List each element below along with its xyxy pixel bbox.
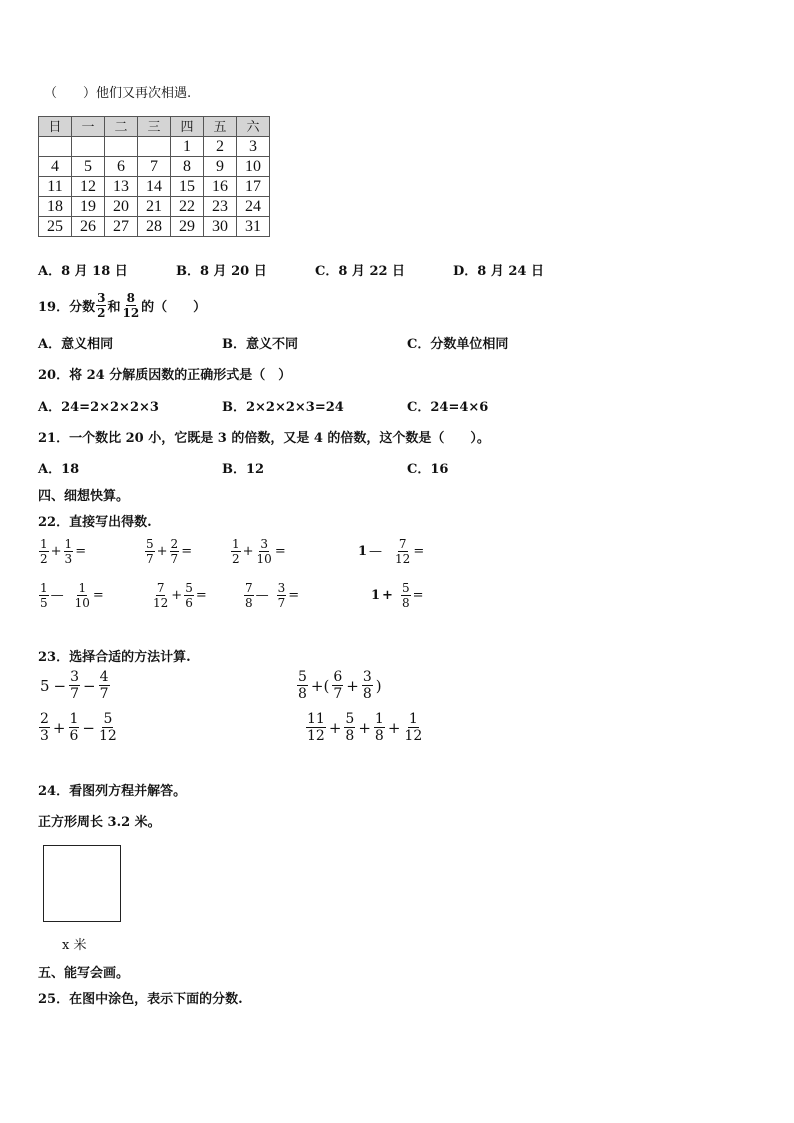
calendar-cell: 7 [138, 157, 171, 177]
denominator: 7 [170, 552, 179, 566]
numerator: 3 [260, 537, 268, 551]
calendar-cell: 15 [171, 177, 204, 197]
q22-item [230, 538, 287, 565]
section-four-heading: 四、细想快算。 [38, 489, 130, 504]
q18-option-c[interactable]: C．8 月 22 日 [315, 264, 406, 279]
calendar-cell: 28 [138, 217, 171, 237]
denominator: 10 [74, 596, 90, 610]
fraction [344, 712, 355, 743]
calendar-cell: 10 [237, 157, 270, 177]
fraction [69, 712, 80, 743]
calendar-row [39, 177, 270, 197]
denominator: 8 [362, 686, 372, 702]
fraction [69, 670, 80, 701]
operator: + [171, 588, 183, 603]
calendar-cell: 13 [105, 177, 138, 197]
equals-sign: = [288, 588, 300, 603]
whole-number: 1 [358, 544, 368, 559]
numerator: 2 [40, 711, 49, 727]
fraction [184, 582, 194, 609]
operator: + [358, 718, 371, 737]
calendar-row [39, 157, 270, 177]
q22-item [144, 538, 193, 565]
calendar-cell: 29 [171, 217, 204, 237]
denominator: 12 [395, 552, 411, 566]
calendar-cell: 22 [171, 197, 204, 217]
fraction [39, 538, 49, 565]
q23-title: 23．选择合适的方法计算. [38, 650, 191, 665]
calendar-header-cell: 四 [171, 117, 204, 137]
fraction [74, 582, 91, 609]
numerator: 8 [126, 290, 135, 305]
fraction [394, 538, 411, 565]
q21-option-b[interactable]: B．12 [222, 462, 265, 477]
calendar-cell: 25 [39, 217, 72, 237]
equals-sign: = [75, 544, 87, 559]
denominator: 3 [64, 552, 73, 566]
q21-question: 21．一个数比 20 小，它既是 3 的倍数，又是 4 的倍数，这个数是（ ）。 [38, 431, 490, 446]
q20-option-a[interactable]: A．24=2×2×2×3 [38, 400, 159, 415]
q23-expression-3 [38, 712, 119, 743]
numerator: 1 [64, 537, 73, 551]
numerator: 7 [245, 581, 253, 595]
section-five-heading: 五、能写会画。 [38, 966, 130, 981]
calendar-cell: 4 [39, 157, 72, 177]
fraction [256, 538, 273, 565]
fraction [64, 538, 74, 565]
denominator: 8 [298, 686, 307, 702]
numerator: 1 [40, 537, 48, 551]
operator: + [328, 718, 342, 737]
calendar-header-cell: 五 [204, 117, 237, 137]
q19-option-c[interactable]: C．分数单位相同 [407, 337, 509, 352]
denominator: 3 [40, 728, 49, 744]
denominator: 7 [70, 686, 80, 702]
numerator: 3 [70, 669, 80, 685]
denominator: 7 [333, 686, 343, 702]
calendar-cell: 6 [105, 157, 138, 177]
q22-item [38, 582, 105, 609]
denominator: 12 [99, 728, 117, 744]
denominator: 2 [40, 552, 48, 566]
calendar-header-cell: 六 [237, 117, 270, 137]
calendar-header-cell: 二 [105, 117, 138, 137]
fraction [277, 582, 287, 609]
q22-item [357, 538, 425, 565]
q20-option-b[interactable]: B．2×2×2×3=24 [222, 400, 344, 415]
q19-question [38, 288, 206, 322]
numerator: 1 [408, 711, 418, 727]
numerator: 5 [401, 581, 410, 595]
calendar-cell: 30 [204, 217, 237, 237]
calendar-cell: 2 [204, 137, 237, 157]
denominator: 8 [401, 596, 410, 610]
numerator: 1 [78, 581, 87, 595]
numerator: 1 [69, 711, 79, 727]
denominator: 2 [97, 305, 106, 320]
numerator: 5 [345, 711, 355, 727]
q19-mid: 和 [107, 299, 121, 315]
fraction [362, 670, 373, 701]
calendar-cell: 23 [204, 197, 237, 217]
q23-expression-4 [305, 712, 424, 743]
numerator: 5 [298, 669, 307, 685]
denominator: 6 [69, 728, 79, 744]
fraction [98, 712, 118, 743]
fraction [374, 712, 385, 743]
q19-option-b[interactable]: B．意义不同 [222, 337, 298, 352]
fraction [332, 670, 343, 701]
calendar-row [39, 217, 270, 237]
q20-question: 20．将 24 分解质因数的正确形式是（ ） [38, 368, 292, 383]
calendar-cell: 11 [39, 177, 72, 197]
fraction [152, 582, 169, 609]
operator: + [346, 676, 359, 695]
calendar-header-cell: 一 [72, 117, 105, 137]
numerator: 3 [277, 581, 286, 595]
numerator: 7 [398, 537, 407, 551]
q19-option-a[interactable]: A．意义相同 [38, 337, 114, 352]
calendar-row [39, 137, 270, 157]
calendar-row [39, 197, 270, 217]
operator: — [255, 588, 269, 603]
q22-item [38, 538, 87, 565]
calendar-cell: 14 [138, 177, 171, 197]
operator: + [156, 544, 168, 559]
q22-title: 22．直接写出得数. [38, 515, 152, 530]
q24-statement: 正方形周长 3.2 米。 [38, 815, 161, 830]
square-side-label: x 米 [62, 938, 87, 953]
equals-sign: = [181, 544, 193, 559]
q23-expression-2 [296, 670, 384, 701]
calendar-cell: 18 [39, 197, 72, 217]
fraction [403, 712, 423, 743]
operator: − [82, 718, 95, 737]
calendar-cell: 12 [72, 177, 105, 197]
q22-item [370, 582, 425, 609]
calendar-cell: 21 [138, 197, 171, 217]
calendar-cell: 5 [72, 157, 105, 177]
denominator: 12 [307, 728, 325, 744]
numerator: 6 [333, 669, 343, 685]
square-figure [43, 845, 121, 922]
denominator: 12 [404, 728, 423, 744]
calendar-cell: 16 [204, 177, 237, 197]
numerator: 5 [185, 581, 193, 595]
calendar-cell: 8 [171, 157, 204, 177]
calendar-cell: 17 [237, 177, 270, 197]
equals-sign: = [92, 588, 104, 603]
numerator: 7 [156, 581, 165, 595]
operator: +( [310, 676, 330, 695]
numerator: 5 [103, 711, 113, 727]
fraction [96, 292, 106, 319]
whole-number: 5 [40, 676, 50, 695]
denominator: 7 [146, 552, 154, 566]
q23-expression-1 [38, 670, 111, 701]
denominator: 6 [185, 596, 193, 610]
denominator: 7 [277, 596, 286, 610]
fraction [39, 712, 50, 743]
q18-option-d[interactable]: D．8 月 24 日 [453, 264, 544, 279]
numerator: 1 [374, 711, 384, 727]
denominator: 8 [345, 728, 355, 744]
equals-sign: = [195, 588, 207, 603]
q22-item [151, 582, 208, 609]
numerator: 4 [99, 669, 109, 685]
numerator: 1 [40, 581, 48, 595]
calendar-cell: 19 [72, 197, 105, 217]
q18-option-b[interactable]: B．8 月 20 日 [176, 264, 267, 279]
operator: + [52, 718, 66, 737]
denominator: 12 [122, 305, 140, 320]
q18-intro: （ ）他们又再次相遇. [44, 86, 192, 101]
calendar-cell [72, 137, 105, 157]
calendar-cell: 24 [237, 197, 270, 217]
whole-number: 1 [371, 588, 381, 603]
fraction [99, 670, 110, 701]
calendar-table [38, 116, 270, 237]
q21-option-a[interactable]: A．18 [38, 462, 80, 477]
operator: + [387, 718, 401, 737]
operator: + [50, 544, 62, 559]
operator: + [242, 544, 254, 559]
calendar-cell [39, 137, 72, 157]
fraction [401, 582, 411, 609]
fraction [231, 538, 241, 565]
denominator: 8 [374, 728, 384, 744]
operator: — [50, 588, 64, 603]
denominator: 2 [232, 552, 240, 566]
q24-title: 24．看图列方程并解答。 [38, 784, 187, 799]
q20-option-c[interactable]: C．24=4×6 [407, 400, 489, 415]
numerator: 2 [170, 537, 179, 551]
calendar-cell: 9 [204, 157, 237, 177]
q19-prefix: 19．分数 [38, 299, 96, 315]
calendar-cell: 26 [72, 217, 105, 237]
equals-sign: = [412, 588, 424, 603]
calendar-cell [105, 137, 138, 157]
fraction [39, 582, 49, 609]
fraction [145, 538, 155, 565]
fraction [306, 712, 326, 743]
operator: − [53, 676, 67, 695]
numerator: 3 [362, 669, 372, 685]
calendar-header-cell: 三 [138, 117, 171, 137]
close-parenthesis: ) [375, 676, 382, 695]
fraction [170, 538, 180, 565]
operator: − [83, 676, 96, 695]
calendar-cell: 1 [171, 137, 204, 157]
q25-title: 25．在图中涂色，表示下面的分数. [38, 992, 243, 1007]
calendar-cell: 27 [105, 217, 138, 237]
operator: + [382, 588, 393, 603]
calendar-cell: 20 [105, 197, 138, 217]
numerator: 3 [97, 290, 106, 305]
calendar-cell: 3 [237, 137, 270, 157]
denominator: 8 [245, 596, 253, 610]
numerator: 11 [307, 711, 325, 727]
fraction [121, 292, 140, 319]
denominator: 10 [256, 552, 272, 566]
q19-suffix: 的（ ） [141, 299, 207, 315]
calendar-cell: 31 [237, 217, 270, 237]
denominator: 5 [40, 596, 48, 610]
q22-item [243, 582, 300, 609]
q18-option-a[interactable]: A．8 月 18 日 [38, 264, 128, 279]
calendar-cell [138, 137, 171, 157]
calendar-header-cell: 日 [39, 117, 72, 137]
denominator: 12 [153, 596, 169, 610]
operator: — [369, 544, 383, 559]
fraction [244, 582, 254, 609]
numerator: 5 [146, 537, 154, 551]
equals-sign: = [413, 544, 425, 559]
equals-sign: = [274, 544, 286, 559]
fraction [297, 670, 308, 701]
q21-option-c[interactable]: C．16 [407, 462, 449, 477]
numerator: 1 [232, 537, 240, 551]
denominator: 7 [99, 686, 109, 702]
